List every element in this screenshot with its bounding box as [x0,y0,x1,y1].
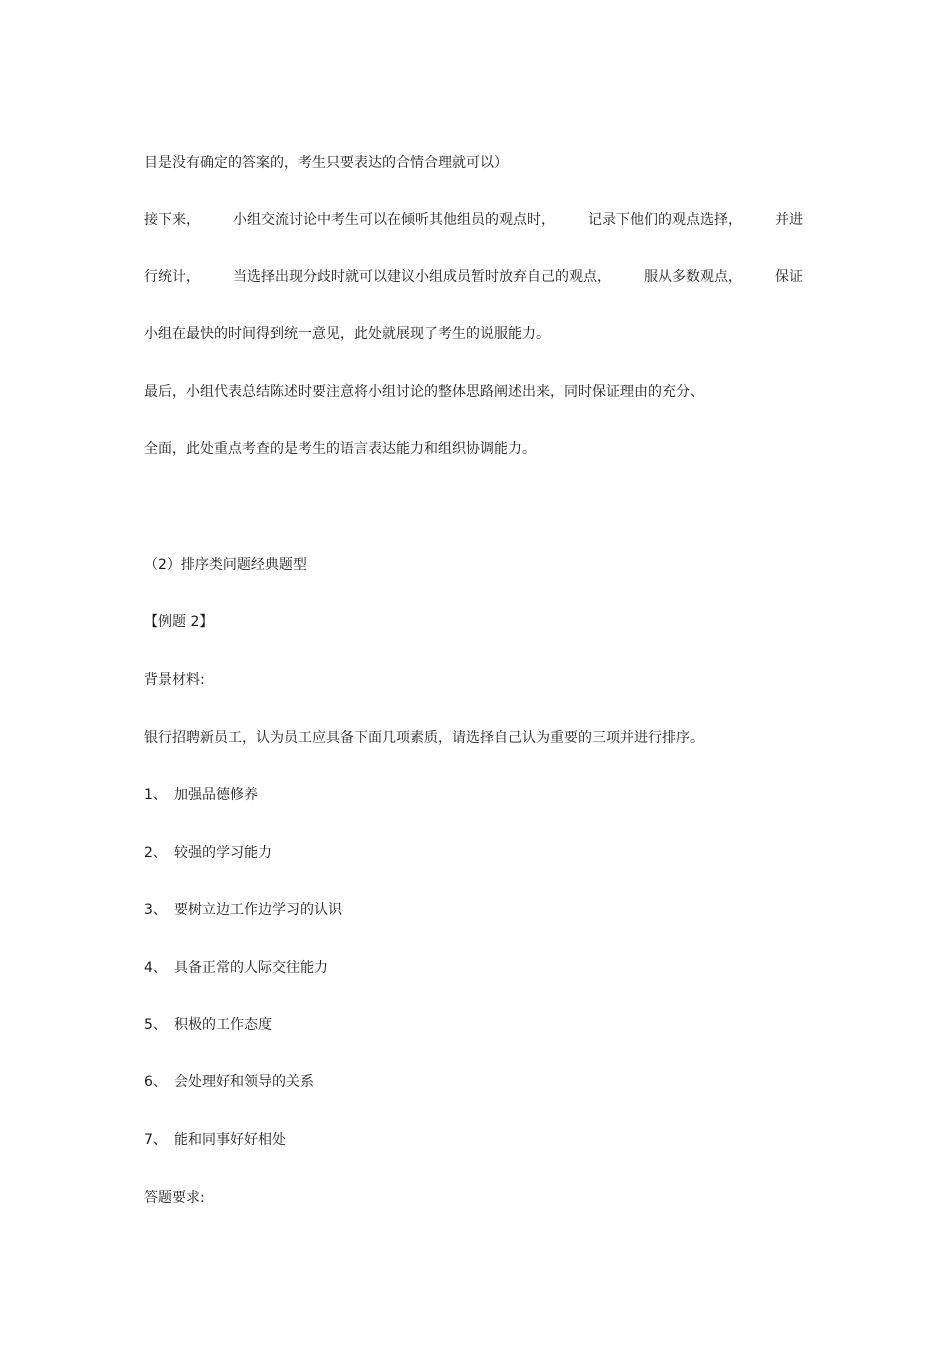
list-item [144,843,272,863]
list-item-text: 能和同事好好相处 [174,1132,286,1148]
list-item-text: 会处理好和领导的关系 [174,1074,314,1090]
list-item [144,785,258,805]
paragraph-line: 最后，小组代表总结陈述时要注意将小组讨论的整体思路阐述出来，同时保证理由的充分、 [144,384,704,400]
list-item-number: 3、 [144,902,167,918]
text-fragment: 行统计， [144,269,200,285]
list-item-text: 具备正常的人际交往能力 [174,960,328,976]
list-item-number: 7、 [144,1132,167,1148]
background-text: 银行招聘新员工，认为员工应具备下面几项素质，请选择自己认为重要的三项并进行排序。 [144,730,704,746]
list-item-number: 5、 [144,1017,167,1033]
section-heading: （2）排序类问题经典题型 [144,557,307,573]
text-fragment: 保证 [775,269,803,285]
paragraph-line: 目是没有确定的答案的，考生只要表达的合情合理就可以） [144,155,508,171]
list-item-number: 1、 [144,787,167,803]
list-item-text: 加强品德修养 [174,787,258,803]
paragraph-line: 小组在最快的时间得到统一意见，此处就展现了考生的说服能力。 [144,326,550,342]
text-fragment: 接下来， [144,212,200,228]
paragraph-line: 全面，此处重点考查的是考生的语言表达能力和组织协调能力。 [144,441,536,457]
text-fragment: 小组交流讨论中考生可以在倾听其他组员的观点时， [233,212,555,228]
list-item [144,1130,286,1150]
list-item-number: 6、 [144,1074,167,1090]
list-item-number: 4、 [144,960,167,976]
list-item-text: 较强的学习能力 [174,845,272,861]
text-fragment: 并进 [775,212,803,228]
text-fragment: 当选择出现分歧时就可以建议小组成员暂时放弃自己的观点， [233,269,611,285]
list-item-number: 2、 [144,845,167,861]
list-item [144,1015,272,1035]
paragraph-line-justified [144,267,803,287]
list-item [144,1072,314,1092]
list-item [144,900,342,920]
text-fragment: 服从多数观点， [644,269,742,285]
list-item-text: 要树立边工作边学习的认识 [174,902,342,918]
text-fragment: 记录下他们的观点选择， [588,212,742,228]
list-item [144,958,328,978]
paragraph-line-justified [144,210,803,230]
background-label: 背景材料: [144,672,205,688]
answer-label: 答题要求: [144,1190,205,1206]
example-label: 【例题 2】 [144,614,214,630]
list-item-text: 积极的工作态度 [174,1017,272,1033]
